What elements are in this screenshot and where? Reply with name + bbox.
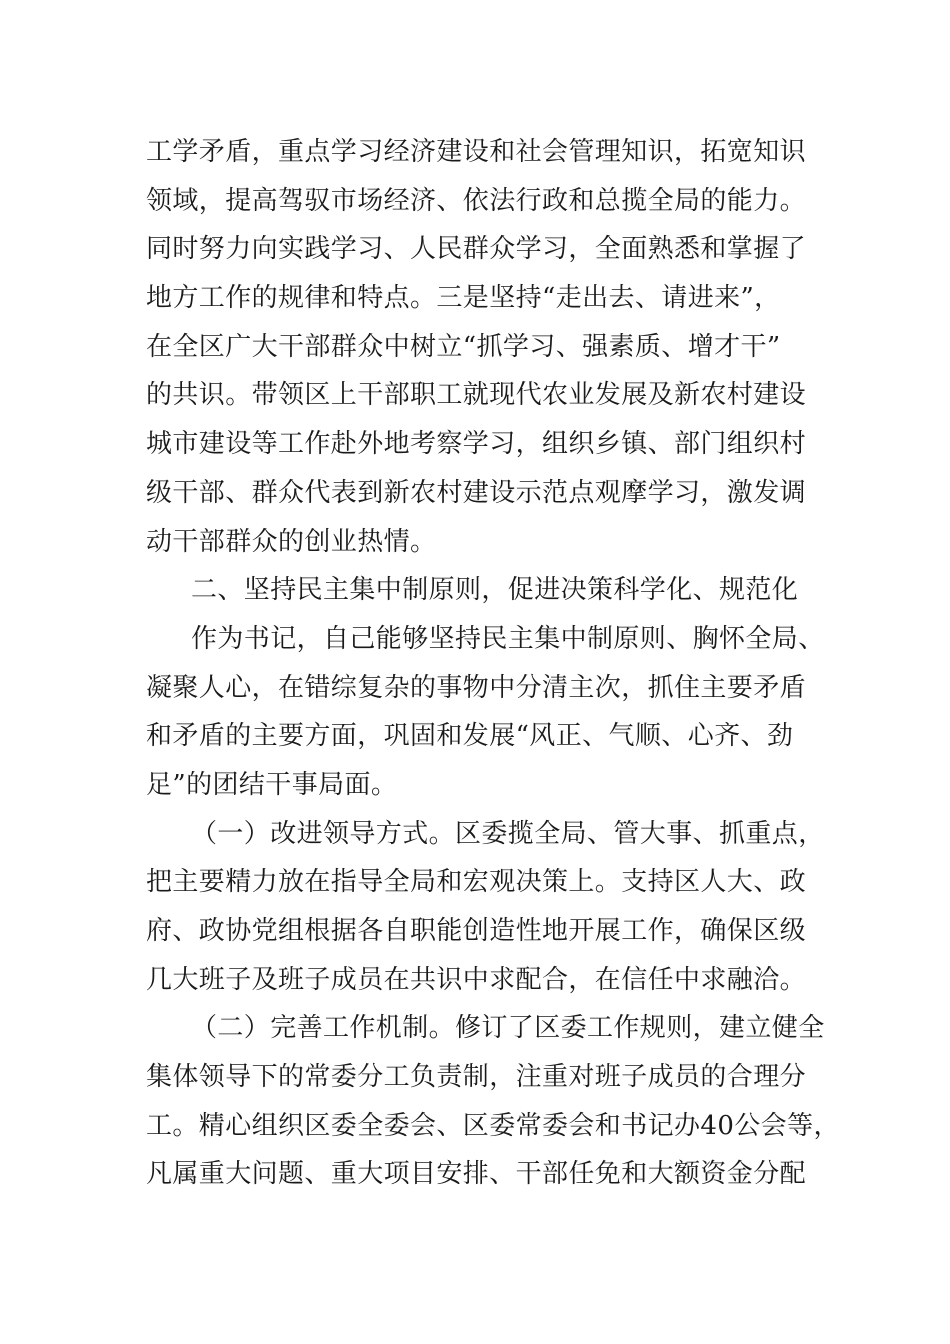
text-line: 府、政协党组根据各自职能创造性地开展工作，确保区级	[146, 916, 807, 946]
text-line: 城市建设等工作赴外地考察学习，组织乡镇、部门组织村	[146, 429, 807, 460]
text-line: 几大班子及班子成员在共识中求配合，在信任中求融洽。	[146, 964, 807, 995]
text-line: 领域，提高驾驭市场经济、依法行政和总揽全局的能力。	[146, 185, 807, 216]
subsection-heading: （一）改进领导方式。区委揽全局、管大事、抓重点，	[191, 818, 825, 849]
text-line: 把主要精力放在指导全局和宏观决策上。支持区人大、政	[146, 867, 807, 898]
text-line: 工。精心组织区委全委会、区委常委会和书记办40公会等，	[146, 1110, 840, 1141]
section-heading: 二、坚持民主集中制原则，促进决策科学化、规范化	[191, 575, 799, 606]
text-line: 工学矛盾，重点学习经济建设和社会管理知识，拓宽知识	[146, 137, 807, 167]
text-line: 级干部、群众代表到新农村建设示范点观摩学习，激发调	[146, 477, 807, 508]
text-line: 地方工作的规律和特点。三是坚持“走出去、请进来”，	[146, 283, 781, 314]
text-line: 作为书记，自己能够坚持民主集中制原则、胸怀全局、	[191, 623, 825, 654]
body-text	[146, 128, 846, 1199]
text-line: 的共识。带领区上干部职工就现代农业发展及新农村建设	[146, 380, 807, 411]
text-line: 集体领导下的常委分工负责制，注重对班子成员的合理分	[146, 1062, 807, 1093]
text-line: 同时努力向实践学习、人民群众学习，全面熟悉和掌握了	[146, 234, 807, 265]
text-line: 在全区广大干部群众中树立“抓学习、强素质、增才干”	[146, 331, 781, 362]
text-line: 和矛盾的主要方面，巩固和发展“风正、气顺、心齐、劲	[146, 721, 794, 752]
text-line: 凡属重大问题、重大项目安排、干部任免和大额资金分配	[146, 1159, 807, 1190]
text-line: 足”的团结干事局面。	[146, 769, 398, 800]
text-line: 动干部群众的创业热情。	[146, 526, 437, 557]
subsection-heading: （二）完善工作机制。修订了区委工作规则，建立健全	[191, 1013, 825, 1044]
text-line: 凝聚人心，在错综复杂的事物中分清主次，抓住主要矛盾	[146, 672, 807, 703]
